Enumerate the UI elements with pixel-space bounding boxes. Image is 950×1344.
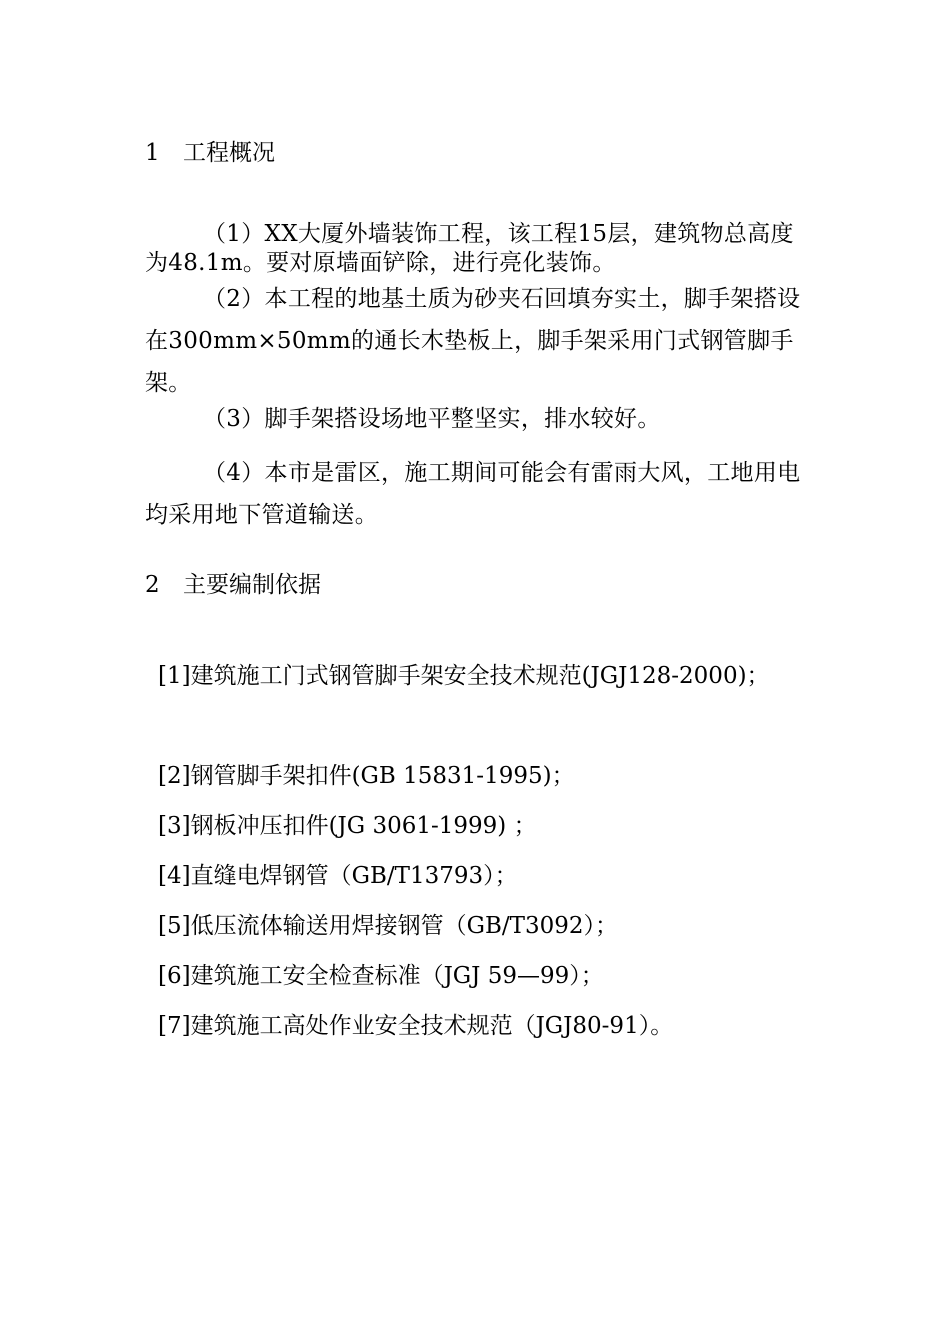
section-title: 主要编制依据	[183, 572, 321, 598]
section-number: 2	[145, 572, 160, 598]
reference-item: [3]钢板冲压扣件(JG 3061-1999) ；	[158, 813, 537, 839]
reference-item: [4]直缝电焊钢管（GB/T13793）；	[158, 863, 518, 889]
reference-item: [2]钢管脚手架扣件(GB 15831-1995)；	[158, 763, 575, 789]
reference-item: [5]低压流体输送用焊接钢管（GB/T3092）；	[158, 913, 618, 939]
reference-item: [6]建筑施工安全检查标准（JGJ 59—99）；	[158, 963, 604, 989]
paragraph: （3）脚手架搭设场地平整坚实，排水较好。	[203, 406, 661, 432]
paragraph: （1）XX大厦外墙装饰工程，该工程15层，建筑物总高度为48.1m。要对原墙面铲除，进行亮化装饰。	[145, 221, 794, 276]
section-number: 1	[145, 140, 160, 166]
reference-item: [7]建筑施工高处作业安全技术规范（JGJ80-91）。	[158, 1013, 674, 1039]
paragraph: （4）本市是雷区，施工期间可能会有雷雨大风，工地用电均采用地下管道输送。	[145, 460, 801, 528]
section-heading-2	[145, 570, 321, 600]
reference-item: [1]建筑施工门式钢管脚手架安全技术规范(JGJ128-2000)；	[158, 663, 770, 689]
section-title: 工程概况	[183, 140, 275, 166]
paragraph: （2）本工程的地基土质为砂夹石回填夯实土，脚手架搭设在300mm×50mm的通长木垫板上，脚手架采用门式钢管脚手架。	[145, 286, 801, 396]
section-heading-1	[145, 138, 275, 168]
